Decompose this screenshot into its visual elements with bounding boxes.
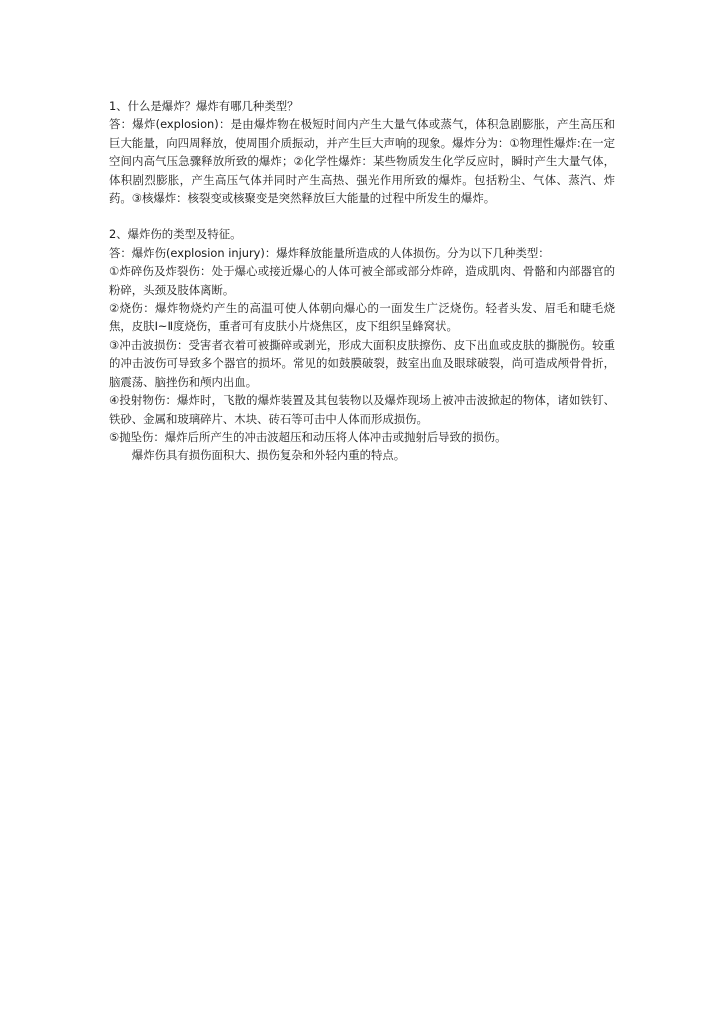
injury-type-item: ①炸碎伤及炸裂伤：处于爆心或接近爆心的人体可被全部或部分炸碎，造成肌肉、骨骼和内部器官的粉碎，头颈及肢体离断。 bbox=[109, 264, 615, 297]
answer-paragraph: 答：爆炸伤(explosion injury)：爆炸释放能量所造成的人体损伤。分为以下几种类型： bbox=[109, 245, 550, 260]
injury-type-item: ④投射物伤：爆炸时，飞散的爆炸装置及其包装物以及爆炸现场上被冲击波掀起的物体，诸如铁钉、铁砂、金属和玻璃碎片、木块、砖石等可击中人体而形成损伤。 bbox=[109, 393, 615, 426]
injury-type-item: ②烧伤：爆炸物烧灼产生的高温可使人体朝向爆心的一面发生广泛烧伤。轻者头发、眉毛和睫毛烧焦，皮肤Ⅰ~Ⅱ度烧伤，重者可有皮肤小片烧焦区，皮下组织呈蜂窝状。 bbox=[109, 301, 615, 334]
question-heading: 2、爆炸伤的类型及特征。 bbox=[109, 227, 242, 242]
answer-paragraph: 答：爆炸(explosion)：是由爆炸物在极短时间内产生大量气体或蒸气，体积急剧膨胀，产生高压和巨大能量，向四周释放，使周围介质振动，并产生巨大声响的现象。爆炸分为：①物理性爆炸:在一定空间内高气压急骤释放所致的爆炸；②化学性爆炸：某些物质发生化学反应时，瞬时产生大量气体，体积剧烈膨胀，产生高压气体并同时产生高热、强光作用所致的爆炸。包括粉尘、气体、蒸汽、炸药。③核爆炸：核裂变或核聚变是突然释放巨大能量的过程中所发生的爆炸。 bbox=[109, 117, 615, 206]
document-body bbox=[109, 97, 615, 465]
injury-type-item: ⑤抛坠伤：爆炸后所产生的冲击波超压和动压将人体冲击或抛射后导致的损伤。 bbox=[109, 429, 507, 444]
section-explosion-injury bbox=[109, 225, 615, 464]
closing-summary: 爆炸伤具有损伤面积大、损伤复杂和外轻内重的特点。 bbox=[131, 448, 406, 463]
injury-type-item: ③冲击波损伤：受害者衣着可被撕碎或剥光，形成大面积皮肤擦伤、皮下出血或皮肤的撕脱伤。较重的冲击波伤可导致多个器官的损坏。常见的如鼓膜破裂，鼓室出血及眼球破裂，尚可造成颅骨骨折，脑震荡、脑挫伤和颅内出血。 bbox=[109, 337, 615, 389]
question-heading: 1、什么是爆炸？爆炸有哪几种类型？ bbox=[109, 99, 299, 113]
section-explosion-types bbox=[109, 97, 615, 207]
